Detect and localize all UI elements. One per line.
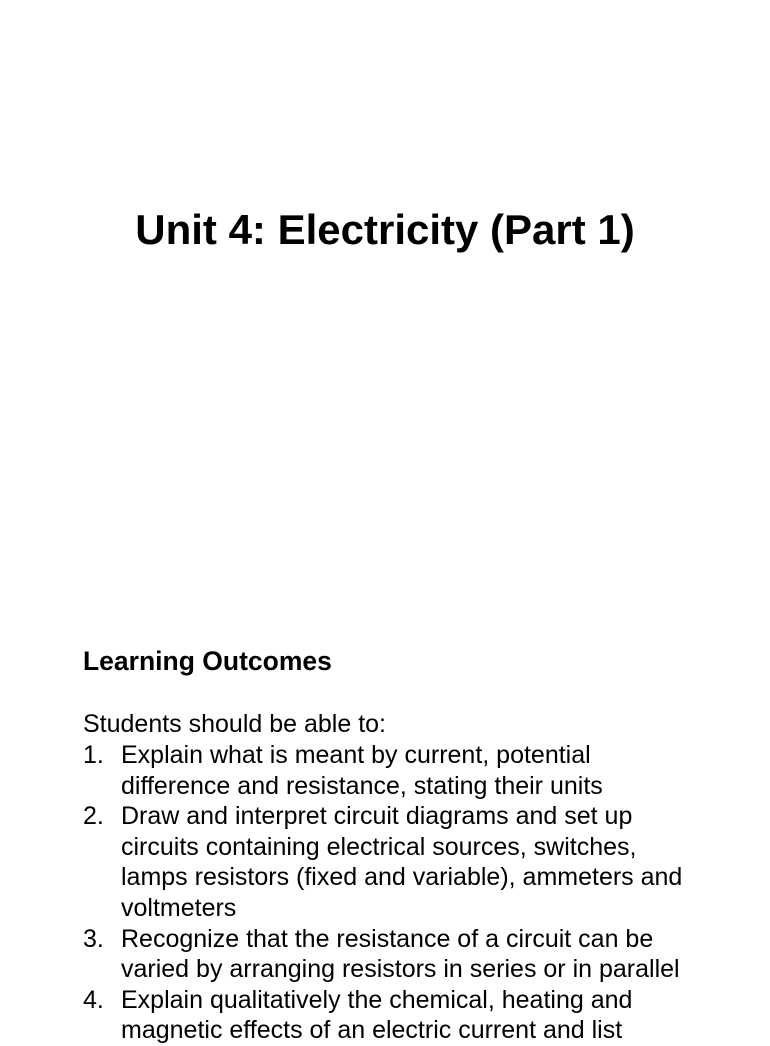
- outcome-text-line: Explain what is meant by current, potential: [121, 741, 591, 769]
- outcome-text-line: circuits containing electrical sources, switches,: [121, 832, 637, 861]
- outcome-number: 4.: [83, 985, 104, 1014]
- outcome-text-line: Explain qualitatively the chemical, heating and: [121, 985, 633, 1014]
- outcome-number: 3.: [83, 924, 104, 953]
- outcome-text-line: Draw and interpret circuit diagrams and set up: [121, 802, 633, 831]
- outcome-item-2: [83, 801, 723, 923]
- learning-outcomes-list: [83, 740, 723, 1046]
- outcome-item-1: [83, 740, 723, 801]
- outcome-number: 1.: [83, 741, 104, 769]
- outcome-number: 2.: [83, 802, 104, 831]
- outcome-item-4: [83, 985, 723, 1046]
- outcome-text-line: varied by arranging resistors in series or in parallel: [121, 955, 680, 984]
- outcome-text-line: magnetic effects of an electric current and list: [121, 1016, 623, 1045]
- intro-text: Students should be able to:: [83, 710, 387, 738]
- outcome-text-line: difference and resistance, stating their units: [121, 771, 603, 800]
- outcome-text-line: Recognize that the resistance of a circuit can be: [121, 924, 654, 953]
- section-heading: Learning Outcomes: [83, 646, 332, 676]
- outcome-text-line: lamps resistors (fixed and variable), ammeters and: [121, 863, 683, 892]
- page-title: Unit 4: Electricity (Part 1): [135, 206, 635, 253]
- outcome-item-3: [83, 924, 723, 985]
- outcome-text-line: voltmeters: [121, 893, 237, 922]
